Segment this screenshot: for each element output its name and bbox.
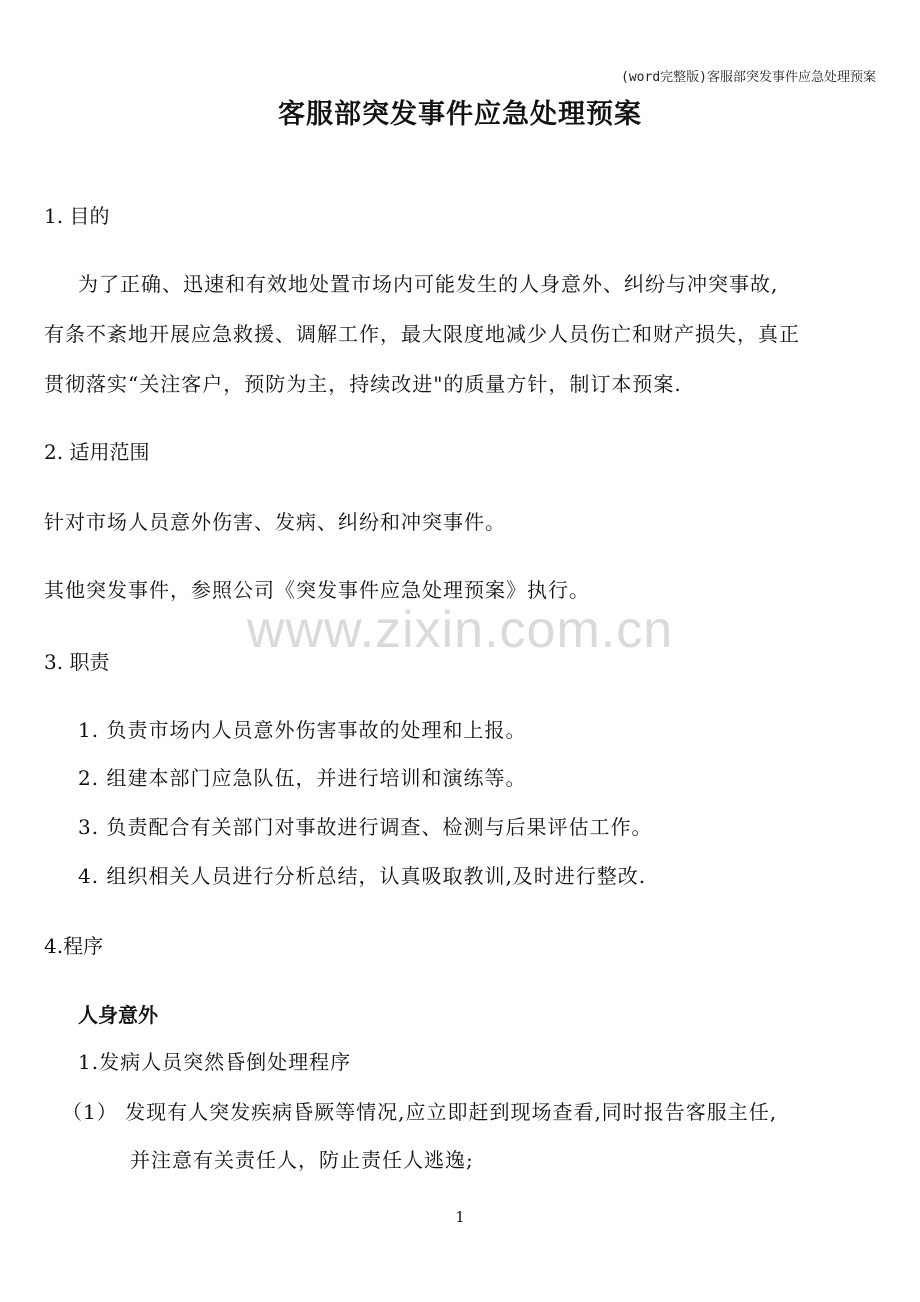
section-2-line-2: 其他突发事件，参照公司《突发事件应急处理预案》执行。 bbox=[44, 578, 590, 602]
section-1-heading: 1. 目的 bbox=[44, 204, 110, 228]
section-1-line-2: 有条不紊地开展应急救援、调解工作，最大限度地减少人员伤亡和财产损失，真正 bbox=[44, 322, 800, 346]
section-2-heading: 2. 适用范围 bbox=[44, 440, 150, 464]
section-4-subheading: 人身意外 bbox=[78, 1003, 158, 1027]
header-note: (word完整版)客服部突发事件应急处理预案 bbox=[621, 70, 876, 85]
procedure-item-1: 1.发病人员突然昏倒处理程序 bbox=[78, 1050, 352, 1074]
procedure-item-1-1-line-2: 并注意有关责任人，防止责任人逃逸; bbox=[130, 1148, 474, 1172]
section-1-line-3: 贯彻落实“关注客户，预防为主，持续改进"的质量方针，制订本预案. bbox=[44, 372, 682, 396]
duty-item-4: 4. 组织相关人员进行分析总结，认真吸取教训,及时进行整改. bbox=[78, 864, 647, 888]
duty-item-3: 3. 负责配合有关部门对事故进行调查、检测与后果评估工作。 bbox=[78, 815, 653, 839]
section-2-line-1: 针对市场人员意外伤害、发病、纠纷和冲突事件。 bbox=[44, 510, 506, 534]
duty-item-2: 2. 组建本部门应急队伍，并进行培训和演练等。 bbox=[78, 766, 527, 790]
section-4-heading: 4.程序 bbox=[44, 934, 104, 958]
section-1-line-1: 为了正确、迅速和有效地处置市场内可能发生的人身意外、纠纷与冲突事故, bbox=[78, 272, 779, 296]
duty-item-1: 1. 负责市场内人员意外伤害事故的处理和上报。 bbox=[78, 718, 527, 742]
document-title: 客服部突发事件应急处理预案 bbox=[278, 99, 642, 130]
page-number: 1 bbox=[455, 1208, 465, 1226]
watermark: www.zixin.com.cn bbox=[246, 601, 674, 659]
procedure-item-1-1-line-1: （1） 发现有人突发疾病昏厥等情况,应立即赶到现场查看,同时报告客服主任, bbox=[62, 1100, 778, 1124]
section-3-heading: 3. 职责 bbox=[44, 650, 110, 674]
